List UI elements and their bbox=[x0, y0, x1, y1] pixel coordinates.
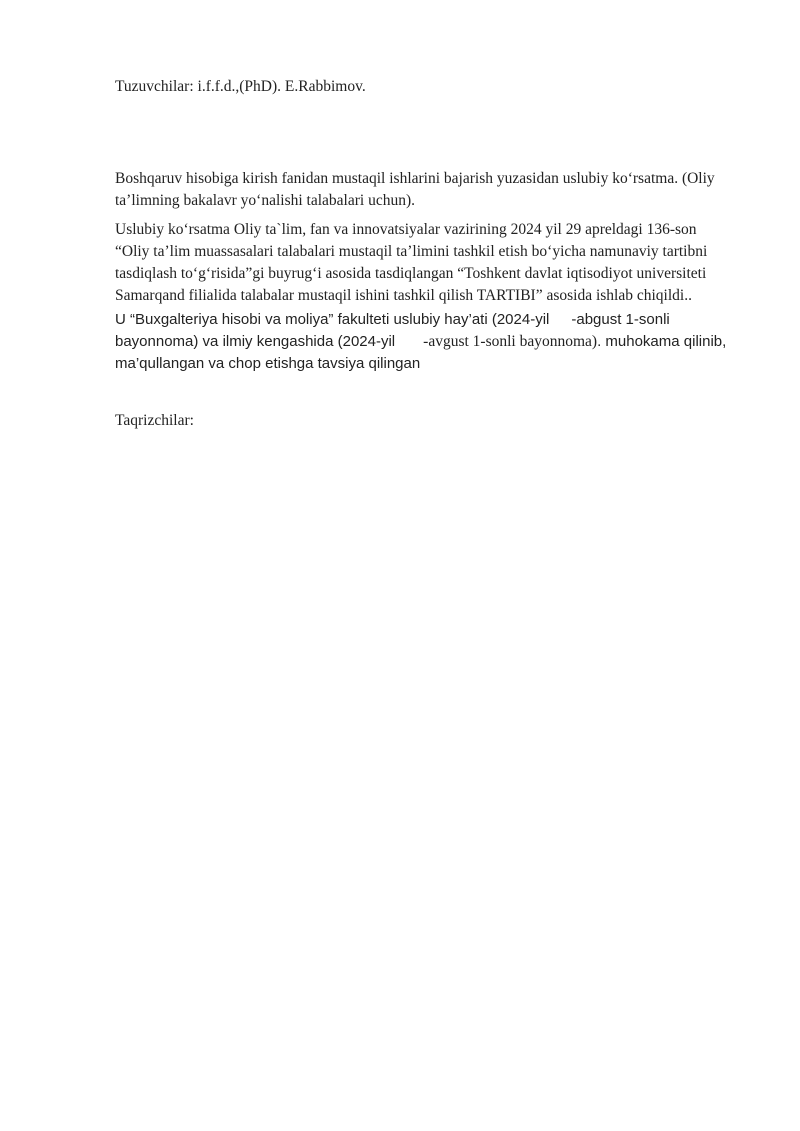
description-line-2: ta’limning bakalavr yo‘nalishi talabalari uchun). bbox=[115, 192, 415, 209]
basis-paragraph bbox=[115, 219, 745, 307]
approval-line-1-end: -abgust 1-sonli bbox=[571, 311, 670, 328]
approval-line-1-start: U “Buxgalteriya hisobi va moliya” fakulteti uslubiy hay’ati (2024-yil bbox=[115, 311, 550, 328]
description-line-1: Boshqaruv hisobiga kirish fanidan mustaqil ishlarini bajarish yuzasidan uslubiy ko‘rsatma. (Oliy bbox=[115, 170, 715, 187]
basis-line-1: Uslubiy ko‘rsatma Oliy ta`lim, fan va innovatsiyalar vazirining 2024 yil 29 apreldagi 136-son bbox=[115, 221, 697, 238]
basis-line-4: Samarqand filialida talabalar mustaqil ishini tashkil qilish TARTIBI” asosida ishlab chiqildi.. bbox=[115, 287, 692, 304]
description-paragraph bbox=[115, 168, 745, 212]
approval-line-2-start: bayonnoma) va ilmiy kengashida (2024-yil bbox=[115, 333, 396, 350]
reviewers-label: Taqrizchilar: bbox=[115, 412, 194, 429]
approval-paragraph bbox=[115, 309, 745, 375]
approval-line-1 bbox=[115, 309, 745, 331]
authors-line: Tuzuvchilar: i.f.f.d.,(PhD). E.Rabbimov. bbox=[115, 78, 366, 95]
basis-line-3: tasdiqlash to‘g‘risida”gi buyrug‘i asosida tasdiqlangan “Toshkent davlat iqtisodiyot universiteti bbox=[115, 265, 707, 282]
approval-line-2 bbox=[115, 331, 745, 353]
approval-line-2-end: . muhokama qilinib, bbox=[597, 333, 727, 350]
approval-line-2-middle: -avgust 1-sonli bayonnoma) bbox=[423, 333, 598, 350]
approval-line-3: ma’qullangan va chop etishga tavsiya qilingan bbox=[115, 355, 421, 372]
basis-line-2: “Oliy ta’lim muassasalari talabalari mustaqil ta’limini tashkil etish bo‘yicha namunaviy tartibni bbox=[115, 243, 708, 260]
